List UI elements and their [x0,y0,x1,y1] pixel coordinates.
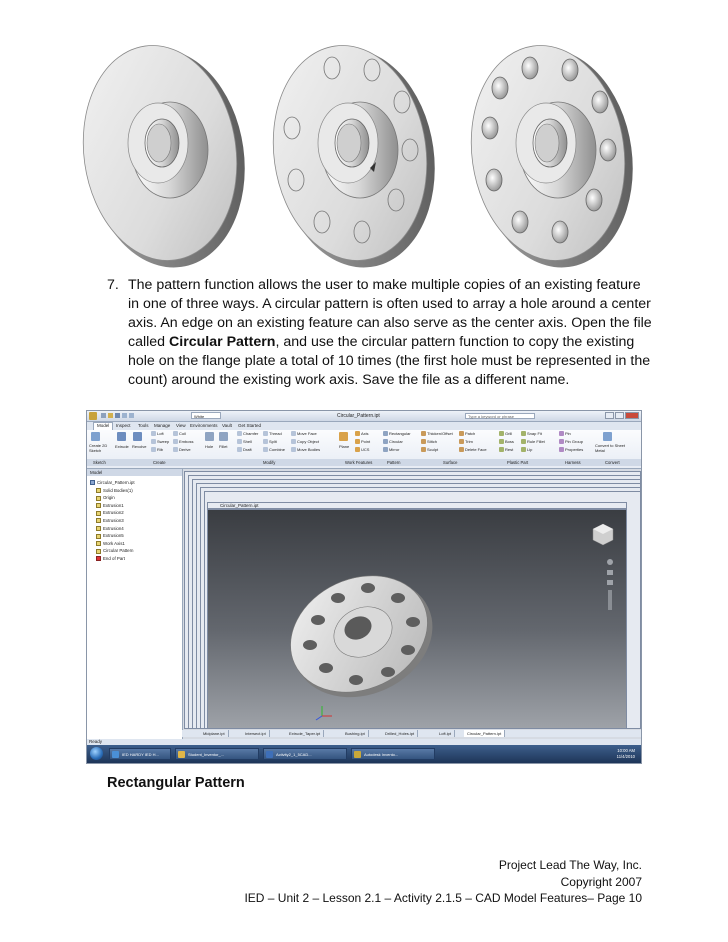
inventor-screenshot [86,410,642,764]
browser-header[interactable]: Model [87,469,182,476]
properties-button[interactable] [559,447,583,452]
panel-sketch[interactable]: Sketch [93,460,106,465]
taskbar-item[interactable] [109,748,171,760]
point-label: Point [361,439,371,444]
step-body [128,276,652,390]
extrusion-icon [96,526,101,531]
pin-label: Pin [565,431,571,436]
draft-icon [237,447,242,452]
step-number: 7. [107,277,119,293]
shell-label: Shell [243,439,252,444]
rest-label: Rest [505,447,514,452]
flange-plain [82,40,259,270]
patch-button[interactable] [459,431,475,436]
doc-tab-drilled-holes[interactable]: Drilled_Holes.ipt [382,730,418,737]
panel-surface[interactable]: Surface [443,460,458,465]
hole-icon [205,432,214,441]
split-label: Split [269,439,277,444]
pin-group-icon [559,439,564,444]
section-heading: Rectangular Pattern [107,775,245,791]
revolve-icon [133,432,142,441]
taskbar-item-label: Student_Inventor_... [188,752,225,757]
derive-icon [173,447,178,452]
move-bodies-icon [291,447,296,452]
tab-environments[interactable]: Environments [190,423,218,428]
tree-item[interactable] [90,487,135,495]
tab-tools[interactable]: Tools [138,423,149,428]
tab-vault[interactable]: Vault [222,423,232,428]
tree-item[interactable] [90,502,135,510]
ucs-icon [355,447,360,452]
pin-group-button[interactable] [559,439,583,444]
maximize-button[interactable] [615,412,624,419]
circular-label: Circular [389,439,403,444]
clock-date: 11/4/2010 [616,753,635,759]
taskbar-clock[interactable] [617,748,635,759]
view-cube-icon[interactable] [593,524,613,545]
thread-label: Thread [269,431,282,436]
derive-label: Derive [179,447,191,452]
tree-item-label: Solid Bodies(1) [103,487,133,493]
emboss-icon [173,439,178,444]
extrusion-icon [96,511,101,516]
document-tabs [182,730,641,737]
clock-time: 10:00 AM [617,748,635,753]
delete-face-icon [459,447,464,452]
shell-button[interactable] [237,439,252,444]
taskbar-item-label: Activity2_1_5CAD... [276,752,312,757]
sweep-icon [151,439,156,444]
tab-view[interactable]: View [176,423,186,428]
move-face-icon [291,431,296,436]
doc-tab-intersect[interactable]: Intersect.ipt [242,730,270,737]
tree-item-label: Work Axis1 [103,540,125,546]
ucs-button[interactable] [355,447,369,452]
active-window-title[interactable]: Circular_Pattern.ipt [207,502,627,509]
tree-item[interactable] [90,547,135,555]
rule-fillet-label: Rule Fillet [527,439,545,444]
close-button[interactable] [625,412,639,419]
extrusion-icon [96,503,101,508]
help-search-input[interactable]: Type a keyword or phrase [465,413,535,419]
tree-item[interactable] [90,540,135,548]
tree-item-label: Circular_Pattern.ipt [97,480,135,485]
mirror-icon [383,447,388,452]
part-icon [90,480,95,485]
step-text-after: , and use the circular pattern function to copy the existing hole on the flange plate a total of 10 times (the first hole must be represented in the count) around the existing work axis. Save the file as a different name. [128,334,651,388]
sketch-icon [91,432,100,441]
lip-button[interactable] [521,447,532,452]
coil-label: Coil [179,431,186,436]
extrusion-icon [96,534,101,539]
rib-icon [151,447,156,452]
undo-icon[interactable] [122,413,127,418]
axis-label: Axis [361,431,369,436]
panel-harness[interactable]: Harness [565,460,581,465]
panel-plastic-part[interactable]: Plastic Part [507,460,529,465]
ribbon-panel-titles [87,459,641,466]
extrusion-icon [96,518,101,523]
tree-item[interactable] [90,555,135,563]
delete-face-label: Delete Face [465,447,487,452]
tree-item[interactable] [90,517,135,525]
end-of-part-icon [96,556,101,561]
folder-icon [178,751,185,758]
snap-fit-icon [521,431,526,436]
viewport-model [208,510,626,728]
rectangular-button[interactable] [383,431,411,436]
browser-tree [90,479,135,563]
sculpt-label: Sculpt [427,447,439,452]
sweep-button[interactable] [151,439,169,444]
folder-icon [96,488,101,493]
circular-button[interactable] [383,439,403,444]
rest-icon [499,447,504,452]
patch-icon [459,431,464,436]
ucs-label: UCS [361,447,370,452]
app-menu-icon[interactable] [89,412,97,420]
coil-icon [173,431,178,436]
step-text-before: The pattern function allows the user to make multiple copies of an existing feature in one of three ways. A circular pattern is often used to array a hole around a center axis. An edge on an existing feature can also serve as the center axis. Open the file called [128,277,652,350]
emboss-label: Emboss [179,439,194,444]
tree-item-label: Circular Pattern [103,548,134,554]
extrude-icon [117,432,126,441]
tree-item-label: Extrusion1 [103,502,124,508]
move-face-button[interactable] [291,431,317,436]
ribbon-tabs [87,422,641,430]
tree-item[interactable] [90,509,135,517]
tree-item-label: Origin [103,495,115,501]
rule-fillet-icon [521,439,526,444]
step-7-paragraph [107,276,652,390]
circular-pattern-icon [96,549,101,554]
mirror-label: Mirror [389,447,400,452]
lip-label: Lip [527,447,533,452]
trim-icon [459,439,464,444]
sculpt-button[interactable] [421,447,438,452]
snap-fit-label: Snap Fit [527,431,542,436]
tree-item[interactable] [90,479,135,487]
create-2d-sketch-button[interactable] [91,432,101,441]
tab-manage[interactable]: Manage [154,423,171,428]
plane-label: Plane [339,444,350,449]
style-selector[interactable]: White [191,412,221,419]
redo-icon[interactable] [129,413,134,418]
panel-create[interactable]: Create [153,460,166,465]
thicken-icon [421,431,426,436]
properties-label: Properties [565,447,584,452]
loft-icon [151,431,156,436]
thicken-offset-button[interactable] [421,431,453,436]
draft-button[interactable] [237,447,252,452]
footer-organization: Project Lead The Way, Inc. [498,858,642,872]
inventor-icon [354,751,361,758]
tab-get-started[interactable]: Get Started [238,423,262,428]
axis-icon [355,431,360,436]
pin-group-label: Pin Group [565,439,584,444]
combine-label: Combine [269,447,286,452]
footer-copyright: Copyright 2007 [560,874,642,889]
boss-button[interactable] [499,439,514,444]
tree-item-label: Extrusion4 [103,525,124,531]
graphics-viewport[interactable] [207,509,627,729]
footer-page-info: IED – Unit 2 – Lesson 2.1 – Activity 2.1.5 – CAD Model Features– Page 10 [244,891,642,905]
sweep-label: Sweep [157,439,170,444]
open-icon[interactable] [108,413,113,418]
tree-item-label: Extrusion3 [103,517,124,523]
move-bodies-label: Move Bodies [297,447,321,452]
doc-tab-extrude-taper[interactable]: Extrude_Taper.ipt [286,730,324,737]
folder-icon [96,496,101,501]
plane-icon [339,432,348,441]
extrude-button[interactable] [117,432,127,441]
window-title: Circular_Pattern.ipt [337,413,380,419]
combine-icon [263,447,268,452]
tree-item-label: Extrusion2 [103,510,124,516]
shell-icon [237,439,242,444]
work-axis-icon [96,541,101,546]
boss-icon [499,439,504,444]
snap-fit-button[interactable] [521,431,542,436]
doc-tab-circular-pattern[interactable]: Circular_Pattern.ipt [464,730,505,737]
fillet-button[interactable] [219,432,229,441]
trim-label: Trim [465,439,473,444]
trim-button[interactable] [459,439,473,444]
flange-model[interactable] [271,554,452,719]
rectangular-label: Rectangular [389,431,411,436]
navigation-bar-icon[interactable] [607,559,613,610]
point-icon [355,439,360,444]
move-bodies-button[interactable] [291,447,320,452]
rest-button[interactable] [499,447,513,452]
point-button[interactable] [355,439,370,444]
tab-inspect[interactable]: Inspect [116,423,131,428]
tree-item-label: Extrusion5 [103,533,124,539]
pin-icon [559,431,564,436]
doc-tab-midplane[interactable]: Midplane.ipt [200,730,229,737]
minimize-button[interactable] [605,412,614,419]
properties-icon [559,447,564,452]
hole-button[interactable] [205,432,215,441]
create-2d-sketch-label: Create 2D Sketch [89,443,108,453]
axis-button[interactable] [355,431,369,436]
patch-label: Patch [465,431,476,436]
page-footer [244,857,642,907]
model-browser [87,469,183,749]
move-face-label: Move Face [297,431,317,436]
ribbon [87,430,641,469]
new-icon[interactable] [101,413,106,418]
stitch-label: Stitch [427,439,438,444]
taskbar-item[interactable] [263,748,347,760]
loft-label: Loft [157,431,164,436]
thread-button[interactable] [263,431,282,436]
revolve-button[interactable] [133,432,143,441]
panel-modify[interactable]: Modify [263,460,276,465]
grill-icon [499,431,504,436]
chamfer-button[interactable] [237,431,258,436]
rib-label: Rib [157,447,164,452]
status-bar: Ready [87,739,641,745]
boss-label: Boss [505,439,514,444]
tab-model[interactable]: Model [93,422,113,430]
rule-fillet-button[interactable] [521,439,545,444]
taskbar-item[interactable] [351,748,435,760]
sculpt-icon [421,447,426,452]
combine-button[interactable] [263,447,285,452]
lip-icon [521,447,526,452]
mirror-button[interactable] [383,447,399,452]
doc-tab-loft[interactable]: Loft.ipt [436,730,455,737]
chamfer-label: Chamfer [243,431,259,436]
tree-item-label: End of Part [103,555,125,561]
fillet-icon [219,432,228,441]
stitch-icon [421,439,426,444]
hole-label: Hole [205,444,214,449]
coil-button[interactable] [173,431,186,436]
convert-sheet-metal-button[interactable] [603,432,613,441]
flange-with-sketch-holes [260,40,449,270]
file-name-bold: Circular Pattern [169,334,276,350]
thicken-label: Thicken/Offset [427,431,453,436]
delete-face-button[interactable] [459,447,487,452]
thread-icon [263,431,268,436]
derive-button[interactable] [173,447,191,452]
loft-button[interactable] [151,431,164,436]
extrude-label: Extrude [115,444,129,449]
panel-work-features[interactable]: Work Features [345,460,373,465]
pin-button[interactable] [559,431,571,436]
flange-illustrations [82,40,642,270]
panel-convert[interactable]: Convert [605,460,620,465]
rectangular-pattern-icon [383,431,388,436]
rib-button[interactable] [151,447,163,452]
save-icon[interactable] [115,413,120,418]
split-icon [263,439,268,444]
chamfer-icon [237,431,242,436]
start-button[interactable] [90,747,103,760]
sheet-metal-icon [603,432,612,441]
browser-icon [112,751,119,758]
doc-tab-bushing[interactable]: Bushing.ipt [342,730,369,737]
flange-with-circular-pattern [458,40,642,270]
copy-object-button[interactable] [291,439,319,444]
copy-object-label: Copy Object [297,439,320,444]
taskbar-item-label: Autodesk Invento... [364,752,399,757]
stitch-button[interactable] [421,439,437,444]
emboss-button[interactable] [173,439,193,444]
document-icon [266,751,273,758]
tree-item[interactable] [90,494,135,502]
circular-pattern-icon [383,439,388,444]
tree-item[interactable] [90,532,135,540]
grill-label: Grill [505,431,513,436]
split-button[interactable] [263,439,277,444]
plane-button[interactable] [339,432,349,441]
draft-label: Draft [243,447,252,452]
convert-label: Convert to Sheet Metal [595,443,626,453]
copy-object-icon [291,439,296,444]
revolve-label: Revolve [132,444,147,449]
windows-taskbar [87,745,641,763]
grill-button[interactable] [499,431,512,436]
taskbar-item-label: IED HARDY IED H... [122,752,159,757]
fillet-label: Fillet [219,444,228,449]
title-bar [87,411,641,422]
panel-pattern[interactable]: Pattern [387,460,401,465]
tree-item[interactable] [90,525,135,533]
coordinate-triad-icon [316,706,332,720]
taskbar-item[interactable] [175,748,259,760]
